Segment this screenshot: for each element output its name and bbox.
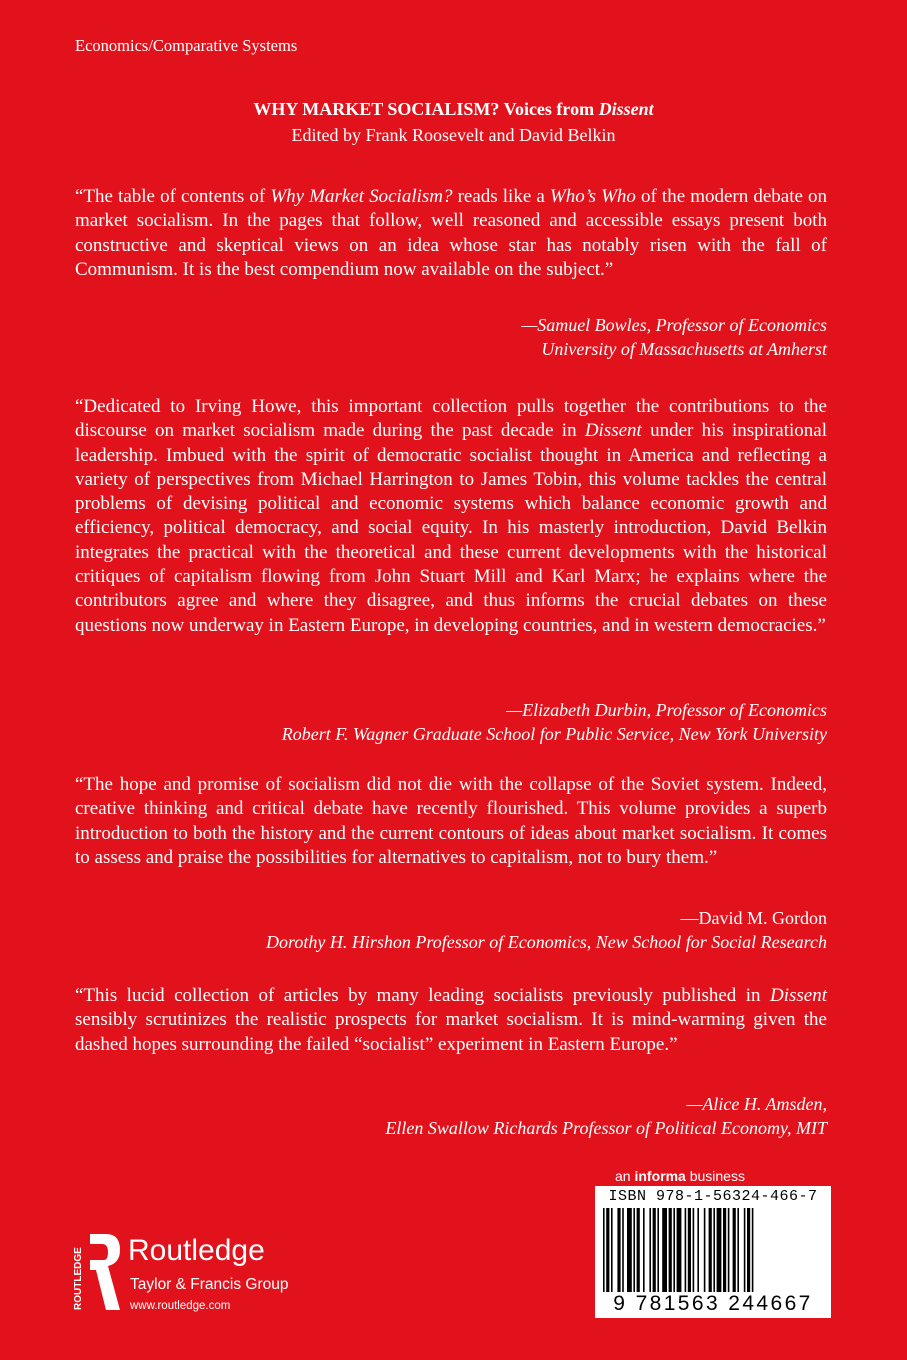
barcode-bar — [617, 1208, 620, 1292]
informa-suffix: business — [685, 1168, 745, 1184]
barcode-bar — [637, 1208, 640, 1292]
isbn-text: ISBN 978-1-56324-466-7 — [608, 1188, 818, 1205]
barcode-bar — [737, 1208, 739, 1292]
quote-text: “Dedicated to Irving Howe, this important collection pulls together the contributions to the discourse on market socialism made during the past decade in — [75, 396, 827, 442]
attribution-line: Dorothy H. Hirshon Professor of Economics, New School for Social Research — [266, 932, 827, 952]
barcode-bar — [723, 1208, 726, 1292]
isbn-barcode — [595, 1186, 831, 1318]
quote-text: “The table of contents of — [75, 186, 271, 207]
quote-text: “The hope and promise of socialism did not die with the collapse of the Soviet system. Indeed, creative thinking and critical debate have recently flourished. This volume provides a superb introduction to both the history and the current contours of ideas about market socialism. It comes to assess and praise the possibilities for alternatives to capitalism, not to bury them.” — [75, 774, 827, 868]
publisher-group: Taylor & Francis Group — [130, 1276, 289, 1293]
category-label: Economics/Comparative Systems — [75, 36, 298, 55]
barcode-bar — [622, 1208, 624, 1292]
quote-italic: Dissent — [770, 985, 827, 1006]
quote-italic: Dissent — [584, 420, 642, 442]
publisher-name: Routledge — [128, 1234, 265, 1267]
barcode-bar — [673, 1208, 675, 1292]
barcode-bar — [688, 1208, 691, 1292]
barcode-bar — [744, 1208, 746, 1292]
barcode-bar — [693, 1208, 695, 1292]
title-block — [0, 96, 907, 148]
quote-italic: Who’s Who — [549, 186, 636, 207]
barcode-bar — [611, 1208, 613, 1292]
quote-amsden — [75, 984, 827, 1057]
quote-text: “This lucid collection of articles by many leading socialists previously published in — [75, 985, 770, 1006]
barcode-bar — [677, 1208, 682, 1292]
quote-bowles — [75, 185, 827, 282]
publisher-url: www.routledge.com — [130, 1300, 231, 1312]
attribution-line: Robert F. Wagner Graduate School for Public Service, New York University — [281, 724, 827, 744]
informa-word: informa — [634, 1168, 686, 1184]
barcode-bar — [685, 1208, 687, 1292]
barcode-bar — [606, 1208, 609, 1292]
logo-vertical-text: ROUTLEDGE — [73, 1247, 84, 1310]
barcode-bar — [669, 1208, 672, 1292]
barcode-bar — [733, 1208, 736, 1292]
quote-text: of the modern debate on market socialism. In the pages that follow, well reasoned and accessible essays present both constructive and skeptical views on an idea whose star has notably risen with the fall of Communism. It is the best compendium now available on the subject.” — [75, 186, 828, 280]
informa-prefix: an — [615, 1168, 635, 1184]
attribution-line: —Samuel Bowles, Professor of Economics — [521, 315, 827, 335]
attribution-line: —Elizabeth Durbin, Professor of Economics — [506, 700, 827, 720]
attribution-line: University of Massachusetts at Amherst — [541, 339, 827, 359]
routledge-logo-icon — [68, 1230, 122, 1319]
barcode-bar — [709, 1208, 712, 1292]
attribution-gordon — [75, 906, 827, 954]
barcode-bar — [657, 1208, 659, 1292]
barcode-bar — [633, 1208, 635, 1292]
title-italic: Dissent — [598, 99, 654, 119]
barcode-bar — [704, 1208, 706, 1292]
barcode-bar — [653, 1208, 656, 1292]
attribution-line: Ellen Swallow Richards Professor of Political Economy, MIT — [385, 1118, 827, 1138]
attribution-line: —David M. Gordon — [680, 908, 827, 928]
attribution-amsden — [75, 1092, 827, 1140]
barcode-bar — [747, 1208, 750, 1292]
barcode-number: 9 781563 244667 — [613, 1292, 813, 1315]
barcode-bar — [752, 1208, 754, 1292]
barcode-bars — [603, 1208, 823, 1292]
attribution-bowles — [75, 313, 827, 361]
barcode-bar — [713, 1208, 715, 1292]
barcode-bar — [717, 1208, 722, 1292]
barcode-bar — [643, 1208, 645, 1292]
quote-text: reads like a — [452, 186, 550, 207]
attribution-line: —Alice H. Amsden, — [686, 1094, 827, 1114]
barcode-bar — [697, 1208, 699, 1292]
barcode-bar — [649, 1208, 651, 1292]
barcode-bar — [728, 1208, 730, 1292]
barcode-bar — [662, 1208, 667, 1292]
quote-italic: Why Market Socialism? — [270, 186, 453, 207]
title-main: WHY MARKET SOCIALISM? Voices from — [253, 99, 599, 119]
quote-text: under his inspirational leadership. Imbued with the spirit of democratic socialist thought in America and reflecting a variety of perspectives from Michael Harrington to James Tobin, this volume tackles the central problems of devising political and economic systems which balance economic growth and efficiency, political democracy, and social equity. In his masterly introduction, David Belkin integrates the practical with the theoretical and these current developments with the historical critiques of capitalism flowing from John Stuart Mill and Karl Marx; he explains where the contributors agree and where they disagree, and thus informs the crucial debates on these questions now underway in Eastern Europe, in developing countries, and in western democracies.” — [75, 420, 827, 636]
book-title — [0, 96, 907, 122]
quote-text: sensibly scrutinizes the realistic prospects for market socialism. It is mind-warming given the dashed hopes surrounding the failed “socialist” experiment in Eastern Europe.” — [75, 1009, 827, 1055]
editors-line: Edited by Frank Roosevelt and David Belkin — [291, 125, 616, 145]
informa-tagline — [615, 1168, 745, 1184]
quote-gordon — [75, 773, 827, 870]
quote-durbin — [75, 395, 827, 638]
barcode-bar — [603, 1208, 605, 1292]
barcode-bar — [627, 1208, 632, 1292]
attribution-durbin — [75, 698, 827, 746]
